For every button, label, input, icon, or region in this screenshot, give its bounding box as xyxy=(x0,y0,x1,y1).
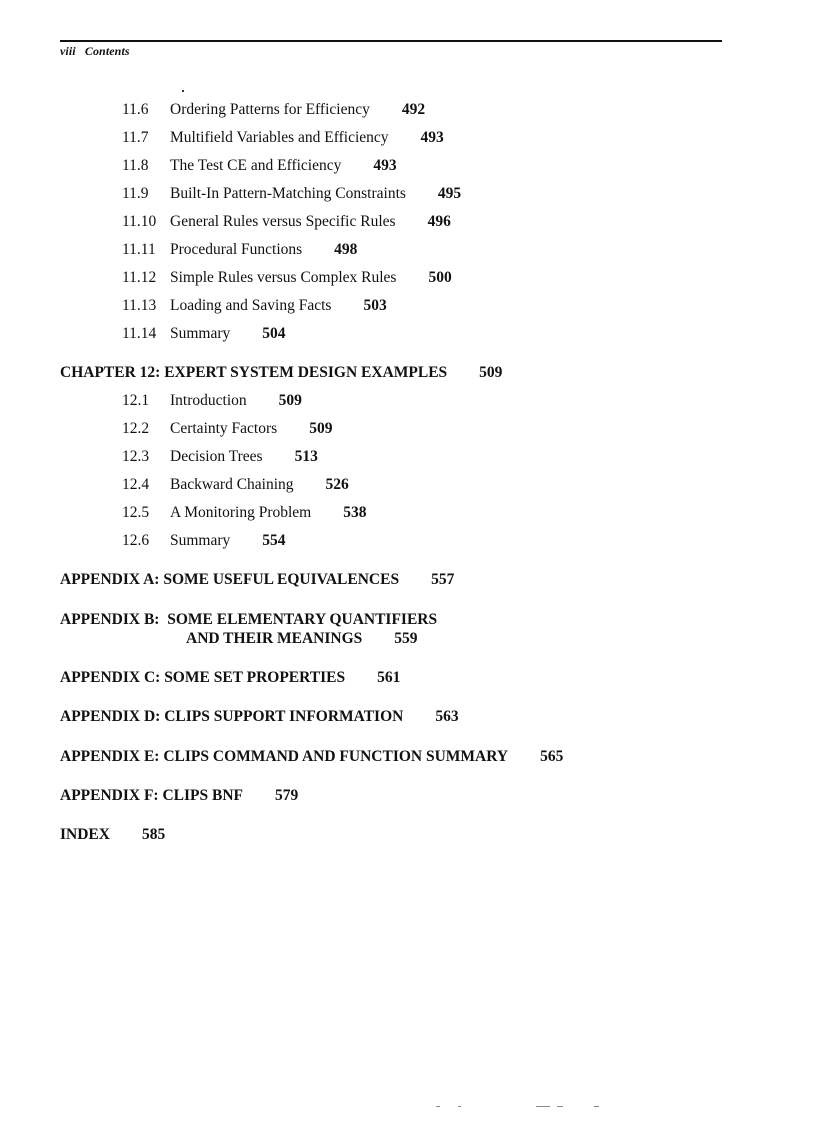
section-number: 11.11 xyxy=(122,241,156,258)
page-number: 565 xyxy=(540,748,564,765)
page-number: 498 xyxy=(334,241,358,258)
section-title: Multifield Variables and Efficiency xyxy=(170,129,389,146)
page-number: 503 xyxy=(363,297,387,314)
section-number: 11.6 xyxy=(122,101,149,118)
page-number: 557 xyxy=(431,571,455,588)
section-title: Introduction xyxy=(170,392,247,409)
index-label: INDEX xyxy=(60,826,110,843)
running-head xyxy=(60,44,130,59)
appendix-title: SOME ELEMENTARY QUANTIFIERS xyxy=(167,611,438,628)
appendix-title: SOME SET PROPERTIES xyxy=(164,669,346,686)
appendix-label: APPENDIX F: xyxy=(60,787,159,804)
page-number: 563 xyxy=(435,708,459,725)
page-number: 493 xyxy=(373,157,397,174)
appendix-title: SOME USEFUL EQUIVALENCES xyxy=(163,571,400,588)
section-title: Built-In Pattern-Matching Constraints xyxy=(170,185,406,202)
appendix-title-line2: AND THEIR MEANINGS xyxy=(186,630,363,647)
section-title: Backward Chaining xyxy=(170,476,294,493)
appendix-label: APPENDIX B: xyxy=(60,611,160,628)
appendix-title: CLIPS SUPPORT INFORMATION xyxy=(164,708,404,725)
scan-speck xyxy=(557,1106,563,1107)
page-number: 579 xyxy=(275,787,299,804)
section-number: 11.7 xyxy=(122,129,149,146)
page-number: 496 xyxy=(427,213,451,230)
section-number: 11.9 xyxy=(122,185,149,202)
page-number: 500 xyxy=(428,269,452,286)
page-number: 538 xyxy=(343,504,367,521)
section-title: Ordering Patterns for Efficiency xyxy=(170,101,370,118)
scan-speck xyxy=(436,1106,440,1107)
page-number: 526 xyxy=(325,476,349,493)
appendix-label: APPENDIX E: xyxy=(60,748,160,765)
page-number: 509 xyxy=(278,392,302,409)
section-title: Decision Trees xyxy=(170,448,263,465)
section-title: Summary xyxy=(170,532,231,549)
section-number: 12.2 xyxy=(122,420,150,437)
section-title: Loading and Saving Facts xyxy=(170,297,332,314)
section-number: 11.8 xyxy=(122,157,149,174)
section-number: 12.1 xyxy=(122,392,150,409)
appendix-title: CLIPS COMMAND AND FUNCTION SUMMARY xyxy=(163,748,509,765)
toc-appendix-f[interactable] xyxy=(60,787,298,805)
running-head-page-number: viii xyxy=(60,44,76,58)
header-rule xyxy=(60,40,722,42)
section-number: 12.3 xyxy=(122,448,150,465)
page-number: 504 xyxy=(262,325,286,342)
section-title: Simple Rules versus Complex Rules xyxy=(170,269,397,286)
page-number: 554 xyxy=(262,532,286,549)
section-title: The Test CE and Efficiency xyxy=(170,157,342,174)
section-title: Summary xyxy=(170,325,231,342)
toc-appendix-d[interactable] xyxy=(60,708,459,726)
section-number: 12.6 xyxy=(122,532,150,549)
toc-index[interactable] xyxy=(60,826,165,844)
scan-speck xyxy=(458,1106,461,1107)
section-number: 12.5 xyxy=(122,504,150,521)
page-number: 559 xyxy=(394,630,418,647)
section-number: 11.14 xyxy=(122,325,157,342)
section-title: General Rules versus Specific Rules xyxy=(170,213,396,230)
toc-appendix-e[interactable] xyxy=(60,748,563,766)
section-number: 11.12 xyxy=(122,269,157,286)
section-number: 12.4 xyxy=(122,476,150,493)
appendix-title: CLIPS BNF xyxy=(162,787,243,804)
page-number: 513 xyxy=(294,448,318,465)
toc-appendix-c[interactable] xyxy=(60,669,400,687)
toc-appendix-b[interactable] xyxy=(60,610,437,648)
scan-speck xyxy=(536,1106,550,1107)
page-number: 493 xyxy=(420,129,444,146)
toc-chapter-12[interactable] xyxy=(60,364,502,382)
page-number: 509 xyxy=(479,364,503,381)
section-title: Procedural Functions xyxy=(170,241,303,258)
toc-appendix-a[interactable] xyxy=(60,571,454,589)
appendix-label: APPENDIX C: xyxy=(60,669,161,686)
chapter-title: EXPERT SYSTEM DESIGN EXAMPLES xyxy=(164,364,448,381)
scan-speck xyxy=(594,1106,599,1107)
section-title: A Monitoring Problem xyxy=(170,504,312,521)
stray-mark xyxy=(182,90,184,92)
page-number: 492 xyxy=(401,101,426,118)
chapter-label: CHAPTER 12: xyxy=(60,364,161,381)
section-number: 11.10 xyxy=(122,213,157,230)
page-number: 561 xyxy=(377,669,401,686)
appendix-label: APPENDIX A: xyxy=(60,571,160,588)
appendix-label: APPENDIX D: xyxy=(60,708,161,725)
section-title: Certainty Factors xyxy=(170,420,278,437)
running-head-title: Contents xyxy=(84,44,130,58)
section-number: 11.13 xyxy=(122,297,157,314)
page-number: 585 xyxy=(141,826,166,843)
page-number: 509 xyxy=(309,420,333,437)
page-number: 495 xyxy=(437,185,462,202)
